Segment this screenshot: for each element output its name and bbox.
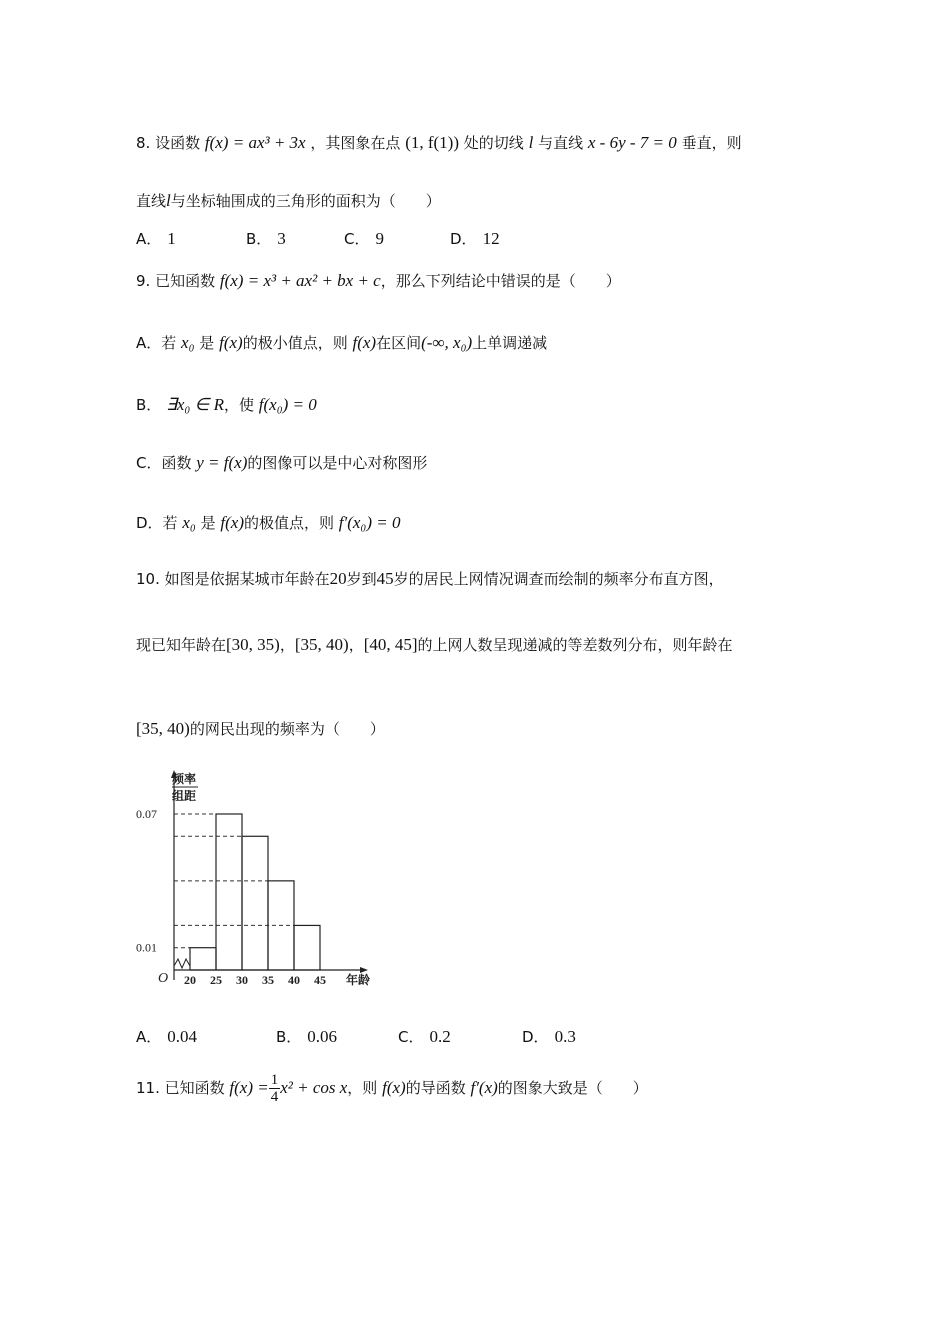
option-label: C．函数	[136, 454, 192, 472]
q8-text-3: 与直线	[538, 134, 584, 152]
q10-age-45: 45	[376, 569, 394, 588]
option-label: C．	[398, 1028, 424, 1046]
q10-text: 的上网人数呈现递减的等差数列分布，则年龄在	[417, 636, 733, 654]
q10-text: 10. 如图是依据某城市年龄在	[136, 570, 330, 588]
y-label-bottom: 组距	[172, 789, 197, 803]
option-text: 在区间	[376, 334, 422, 352]
x-tick-label: 20	[184, 973, 196, 987]
math-fx: f(x) =	[229, 1078, 269, 1097]
q9-option-b[interactable]	[136, 394, 317, 416]
q10-option-b[interactable]	[276, 1026, 337, 1048]
math-expression: x² + cos x	[280, 1078, 348, 1097]
q8-option-b[interactable]	[246, 228, 286, 250]
q9-stem	[136, 270, 621, 292]
q8-line1	[136, 132, 742, 154]
option-text: 的极小值点，则	[242, 334, 348, 352]
option-value: 3	[277, 229, 286, 248]
axis-break	[174, 959, 190, 968]
option-text: 的图像可以是中心对称图形	[247, 454, 428, 472]
math-exists: ∃x₀ ∈ R	[166, 395, 224, 414]
math-derivative: f′(x₀) = 0	[338, 513, 401, 532]
q10-option-d[interactable]	[522, 1026, 576, 1048]
option-label: B．	[246, 230, 272, 248]
x-tick-label: 30	[236, 973, 248, 987]
q10-text: 岁的居民上网情况调查而绘制的频率分布直方图，	[393, 570, 724, 588]
option-value: 12	[482, 229, 500, 248]
option-text: 是	[199, 334, 215, 352]
q9-option-c[interactable]	[136, 452, 427, 474]
q8-text-4: 垂直，则	[681, 134, 742, 152]
histogram-bar	[216, 814, 242, 970]
q10-interval-3: [40, 45]	[363, 635, 418, 654]
math-x0: x₀	[182, 513, 196, 532]
option-text: ，使	[223, 396, 254, 414]
histogram-bar	[294, 925, 320, 970]
q8-function: f(x) = ax³ + 3x	[204, 133, 306, 152]
origin-label: O	[158, 971, 169, 986]
option-label: B．	[136, 396, 162, 414]
option-value: 0.2	[429, 1027, 451, 1046]
math-y-eq-fx: y = f(x)	[196, 453, 248, 472]
q8-text: ，其图象在点	[310, 134, 401, 152]
option-label: A．	[136, 1028, 162, 1046]
option-value: 0.06	[307, 1027, 338, 1046]
q9-lead: 9. 已知函数	[136, 272, 216, 290]
q10-line3	[136, 718, 385, 740]
q10-age-20: 20	[329, 569, 347, 588]
q11-text: 的导函数	[405, 1079, 466, 1097]
x-tick-label: 40	[288, 973, 300, 987]
q10-sep: ，	[279, 636, 295, 654]
q11-text: 的图象大致是（ ）	[497, 1079, 648, 1097]
x-tick-label: 25	[210, 973, 222, 987]
q8-option-a[interactable]	[136, 228, 176, 250]
math-fx: f(x)	[220, 513, 244, 532]
y-label-top: 频率	[172, 772, 197, 786]
option-text: 上单调递减	[472, 334, 548, 352]
q8-option-d[interactable]	[450, 228, 500, 250]
q10-text: 的网民出现的频率为（ ）	[189, 720, 385, 738]
math-fx0: f(x₀) = 0	[258, 395, 317, 414]
option-value: 0.3	[554, 1027, 576, 1046]
math-x0: x₀	[181, 333, 195, 352]
fraction-numerator: 1	[270, 1072, 279, 1088]
math-fx: f(x)	[382, 1078, 406, 1097]
option-text: 是	[200, 514, 216, 532]
math-fx: f(x)	[352, 333, 377, 352]
option-label: D．	[522, 1028, 549, 1046]
math-interval: (-∞, x₀)	[421, 333, 473, 352]
option-label: D．若	[136, 514, 178, 532]
q10-text: 现已知年龄在	[136, 636, 227, 654]
fraction-one-quarter	[269, 1072, 281, 1105]
q8-line-equation: x - 6y - 7 = 0	[587, 133, 677, 152]
q9-option-a[interactable]	[136, 332, 547, 354]
fraction-denominator: 4	[270, 1089, 279, 1105]
option-label: B．	[276, 1028, 302, 1046]
q10-line1	[136, 568, 724, 590]
option-value: 9	[375, 229, 384, 248]
y-tick-label: 0.01	[136, 940, 157, 955]
x-axis-label: 年龄	[346, 973, 371, 987]
q9-tail: ，那么下列结论中错误的是（ ）	[380, 272, 621, 290]
q8-line2-text-2: 与坐标轴围成的三角形的面积为（ ）	[170, 192, 441, 210]
q10-interval-2: [35, 40)	[294, 635, 349, 654]
q8-line-l: l	[528, 133, 534, 152]
histogram-bar	[242, 836, 268, 970]
q11-lead: 11. 已知函数	[136, 1079, 225, 1097]
option-label: C．	[344, 230, 370, 248]
q10-sep: ，	[348, 636, 364, 654]
frequency-histogram	[136, 770, 386, 990]
q8-line2-text: 直线	[136, 192, 167, 210]
x-tick-label: 45	[314, 973, 326, 987]
q10-text: 岁到	[346, 570, 377, 588]
option-value: 0.04	[167, 1027, 198, 1046]
q8-option-c[interactable]	[344, 228, 384, 250]
q9-option-d[interactable]	[136, 512, 400, 534]
y-tick-label: 0.07	[136, 807, 157, 821]
option-label: A．若	[136, 334, 177, 352]
q8-point: (1, f(1))	[405, 133, 459, 152]
q10-interval-1: [30, 35)	[226, 635, 280, 654]
histogram-bars	[136, 807, 326, 987]
option-label: D．	[450, 230, 477, 248]
q11-text: ，则	[347, 1079, 378, 1097]
q9-function: f(x) = x³ + ax² + bx + c	[219, 271, 381, 290]
q10-option-a[interactable]	[136, 1026, 197, 1048]
q8-line2-l: l	[166, 191, 171, 210]
q8-lead: 8. 设函数	[136, 134, 201, 152]
option-text: 的极值点，则	[243, 514, 334, 532]
math-fx: f(x)	[219, 333, 243, 352]
option-value: 1	[167, 229, 176, 248]
q8-text-2: 处的切线	[463, 134, 524, 152]
math-derivative: f′(x)	[470, 1078, 498, 1097]
q8-line2	[136, 190, 441, 212]
x-tick-label: 35	[262, 973, 274, 987]
q10-option-c[interactable]	[398, 1026, 451, 1048]
option-label: A．	[136, 230, 162, 248]
q11-stem	[136, 1070, 648, 1106]
histogram-bar	[190, 948, 216, 970]
q10-line2	[136, 634, 733, 656]
q10-interval-4: [35, 40)	[136, 719, 190, 738]
